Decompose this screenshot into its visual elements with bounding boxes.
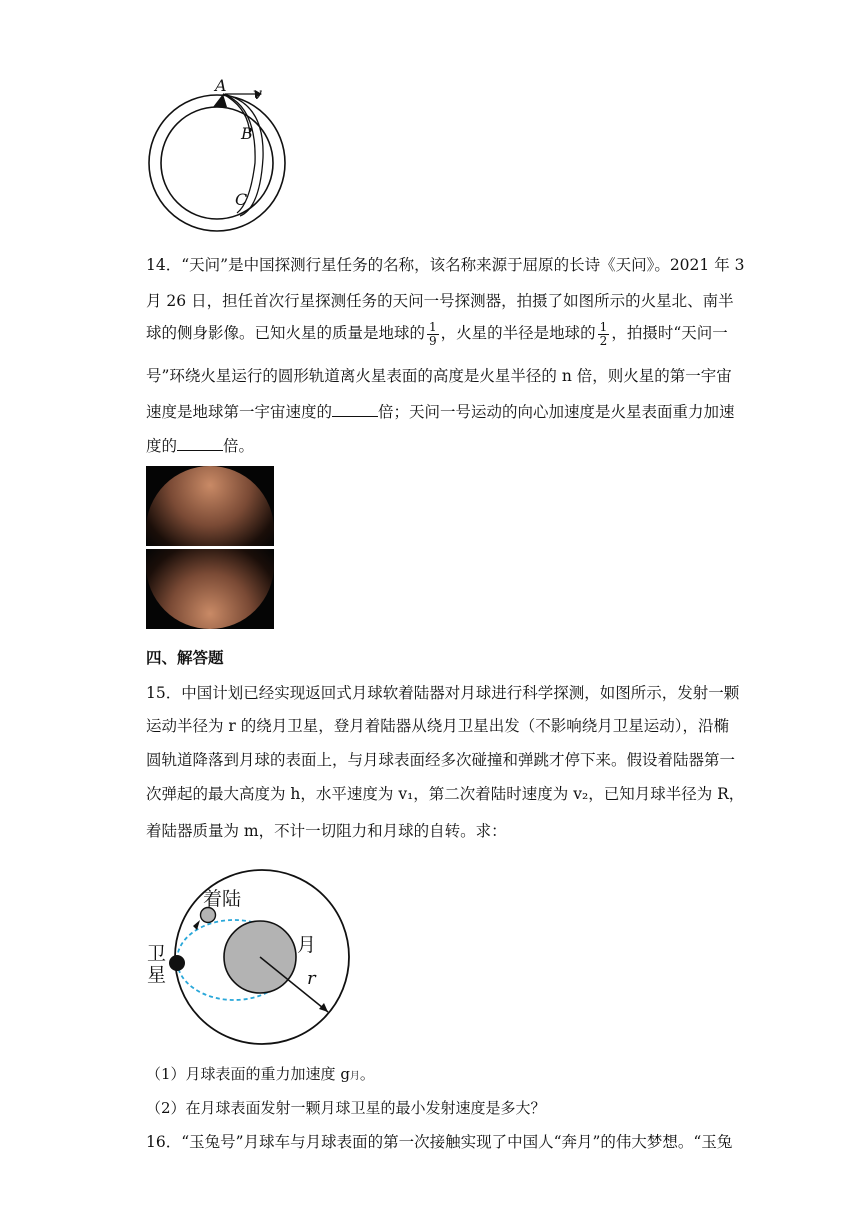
q15-line-4: 次弹起的最大高度为 h，水平速度为 v₁，第二次着陆时速度为 v₂，已知月球半径为 R， bbox=[146, 785, 745, 803]
section-title: 四、解答题 bbox=[146, 648, 224, 667]
q14-line-6: 度的 倍。 bbox=[146, 437, 255, 455]
point-b-label: B bbox=[241, 124, 253, 143]
radius-label: r bbox=[307, 968, 316, 989]
point-c-label: C bbox=[235, 190, 248, 209]
orbit-diagram bbox=[145, 78, 295, 236]
q14-line-2: 月 26 日，担任首次行星探测任务的天问一号探测器，拍摄了如图所示的火星北、南半 bbox=[146, 292, 734, 310]
answer-blank-1[interactable] bbox=[332, 402, 378, 417]
q15-line-5: 着陆器质量为 m，不计一切阻力和月球的自转。求： bbox=[146, 822, 507, 840]
q14-text: ，拍摄时“天问一 bbox=[611, 324, 728, 342]
lander-label: 着陆 bbox=[203, 888, 242, 910]
point-a-label: A bbox=[215, 76, 227, 95]
q14-line-3 bbox=[146, 318, 728, 348]
satellite-label: 卫星 bbox=[147, 943, 167, 986]
q14-line-4: 号”环绕火星运行的圆形轨道离火星表面的高度是火星半径的 n 倍，则火星的第一宇宙 bbox=[146, 367, 732, 385]
q14-text: ，火星的半径是地球的 bbox=[440, 324, 596, 342]
q15-line-2: 运动半径为 r 的绕月卫星，登月着陆器从绕月卫星出发（不影响绕月卫星运动），沿椭 bbox=[146, 717, 730, 735]
moon-orbit-diagram bbox=[145, 860, 360, 1045]
q15-sub-1: （1）月球表面的重力加速度 g月。 bbox=[146, 1065, 375, 1083]
q14-line-1: 14．“天问”是中国探测行星任务的名称，该名称来源于屈原的长诗《天问》。2021 年 3 bbox=[146, 256, 745, 274]
mars-north-image bbox=[146, 466, 274, 546]
q16-line-1: 16．“玉兔号”月球车与月球表面的第一次接触实现了中国人“奔月”的伟大梦想。“玉兔 bbox=[146, 1133, 733, 1151]
velocity-label: v bbox=[253, 84, 263, 103]
orbit-figure bbox=[145, 78, 295, 236]
moon-label: 月 bbox=[297, 934, 317, 956]
q14-text: 球的侧身影像。已知火星的质量是地球的 bbox=[146, 324, 426, 342]
q15-line-3: 圆轨道降落到月球的表面上，与月球表面经多次碰撞和弹跳才停下来。假设着陆器第一 bbox=[146, 751, 736, 769]
q14-line-5: 速度是地球第一宇宙速度的 倍；天问一号运动的向心加速度是火星表面重力加速 bbox=[146, 403, 735, 421]
moon-orbit-figure bbox=[145, 860, 360, 1045]
q15-line-1: 15．中国计划已经实现返回式月球软着陆器对月球进行科学探测，如图所示，发射一颗 bbox=[146, 684, 740, 702]
fraction-mass: $\frac{1}{9}$ bbox=[429, 319, 437, 348]
answer-blank-2[interactable] bbox=[177, 436, 223, 451]
q15-sub-2: （2）在月球表面发射一颗月球卫星的最小发射速度是多大？ bbox=[146, 1099, 546, 1117]
fraction-radius: $\frac{1}{2}$ bbox=[599, 319, 608, 348]
mars-south-image bbox=[146, 549, 274, 629]
